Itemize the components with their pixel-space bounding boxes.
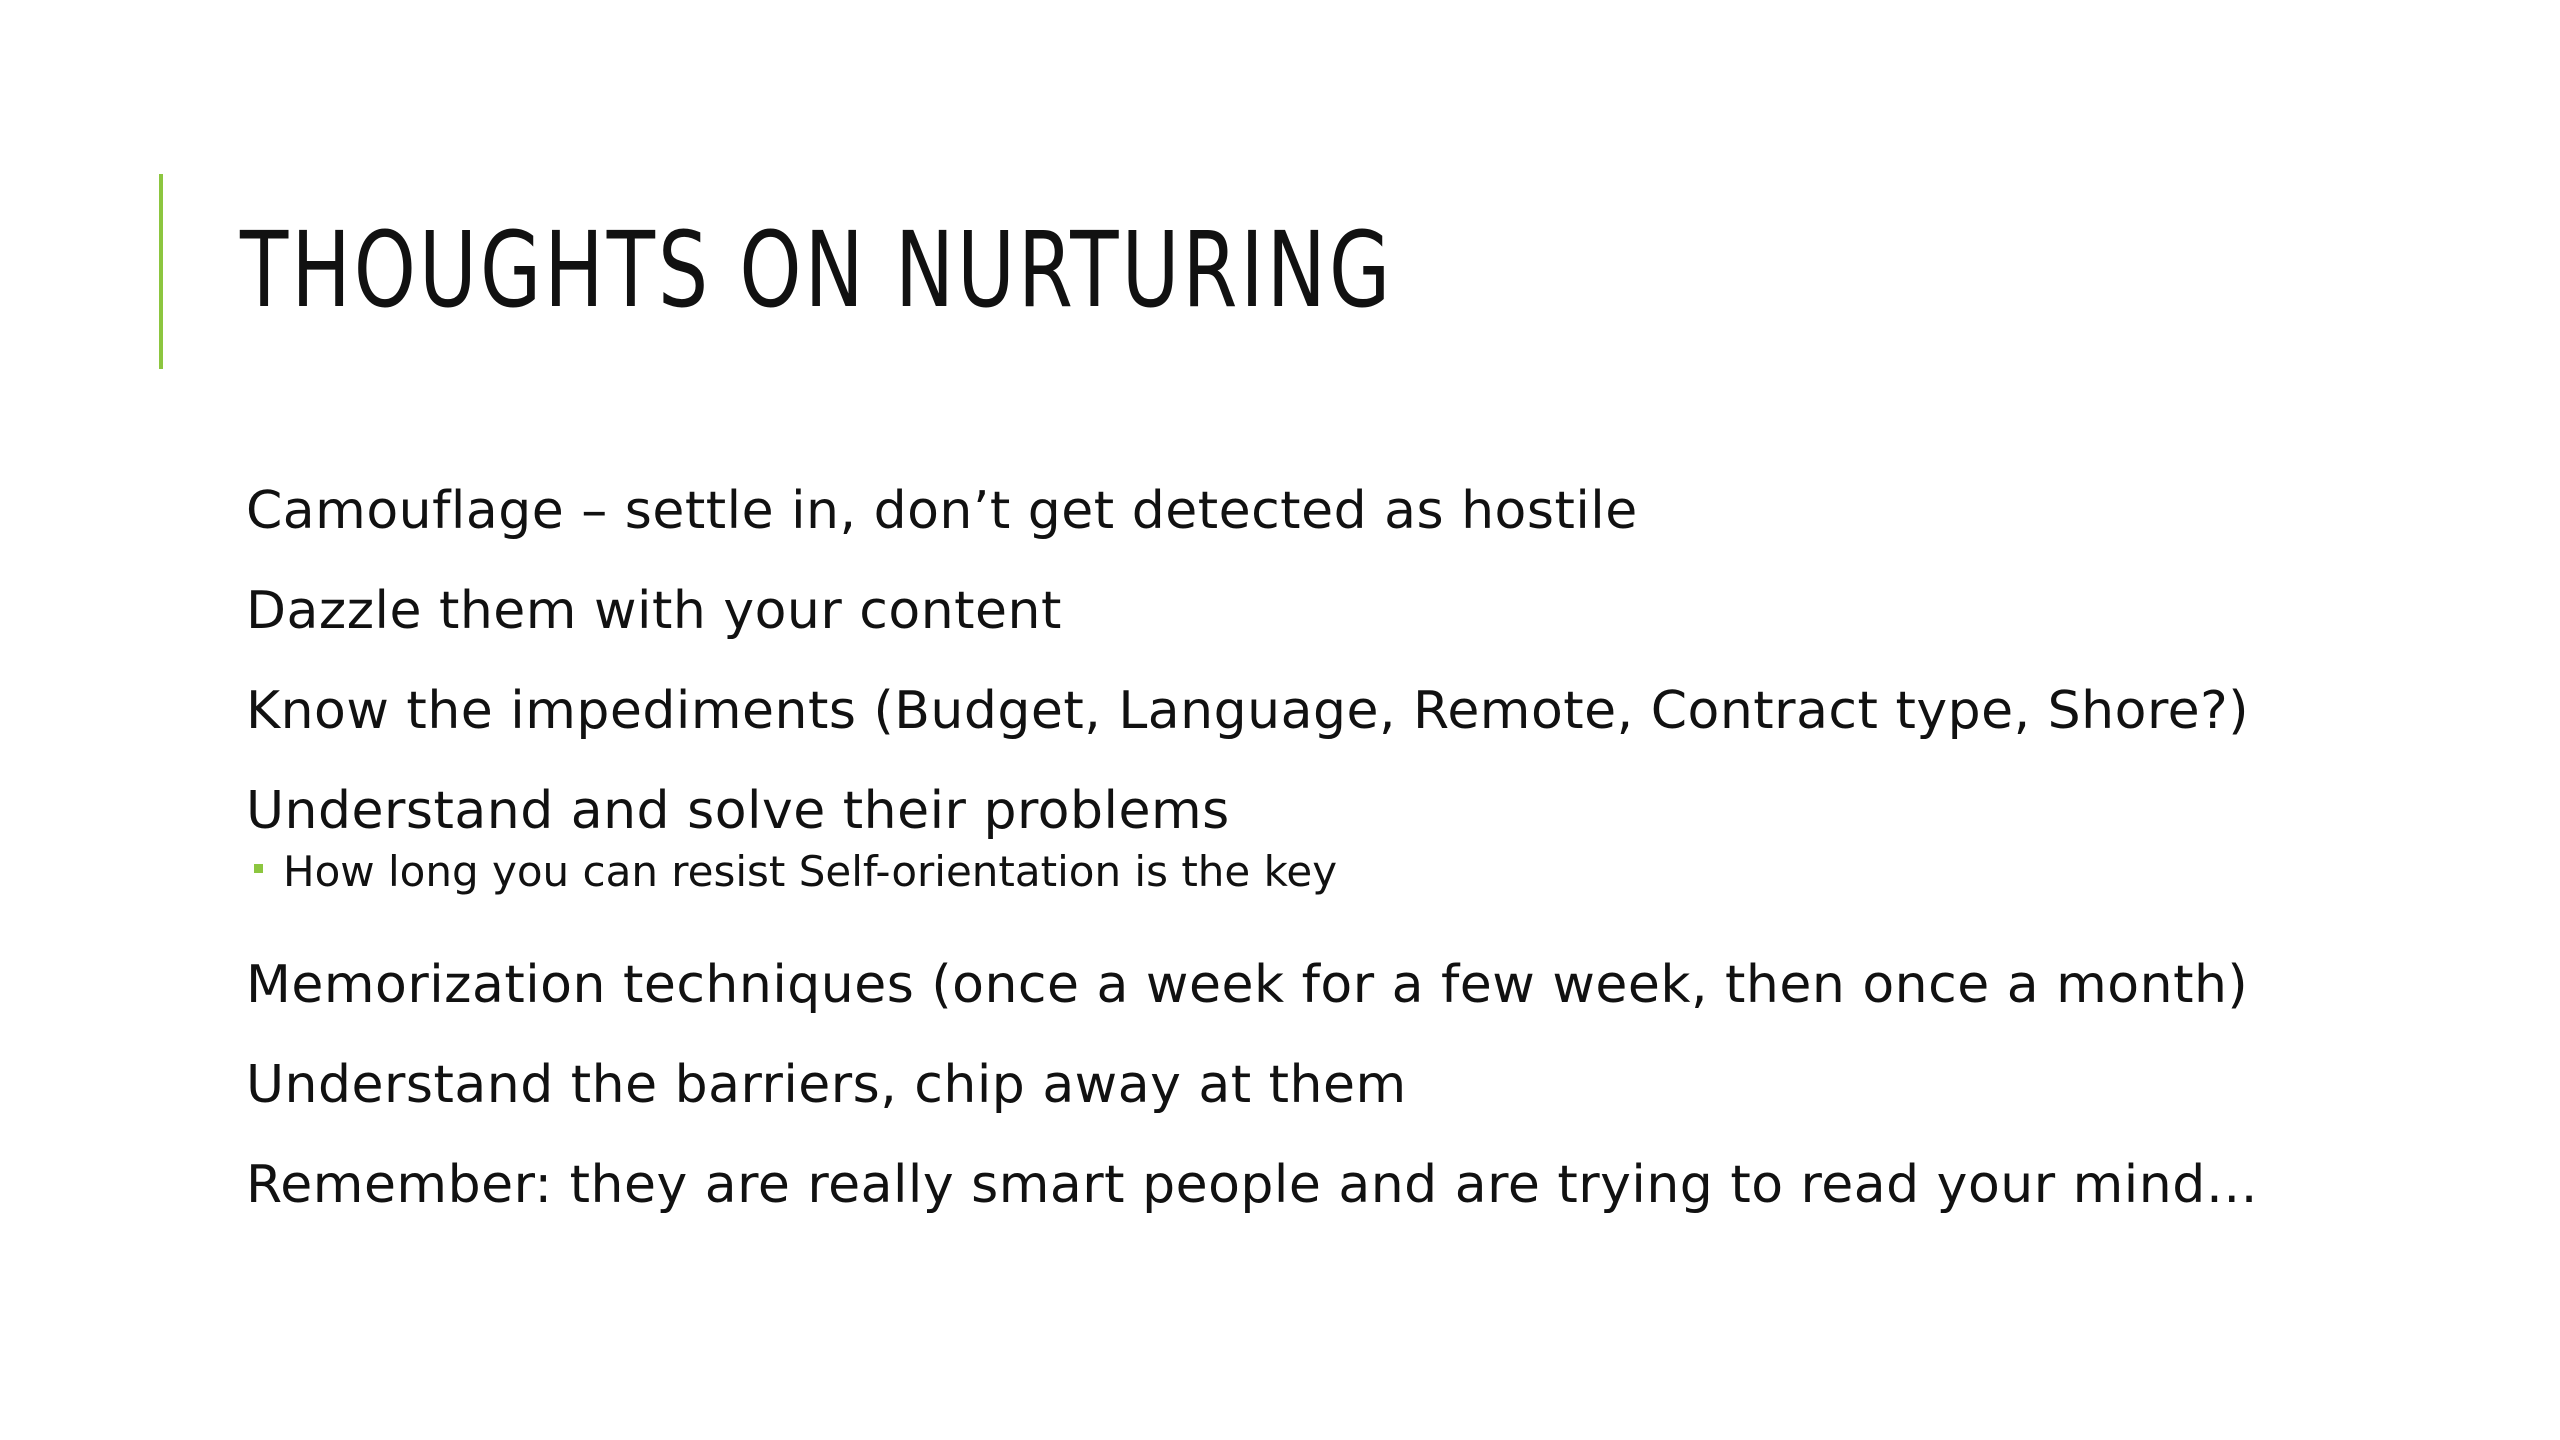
slide-title: THOUGHTS ON NURTURING [240, 209, 1394, 331]
sub-bullet-item [254, 844, 2446, 900]
square-bullet-icon [254, 864, 263, 873]
bullet-item: Know the impediments (Budget, Language, Remote, Contract type, Shore?) [246, 681, 2250, 741]
bullet-item: Memorization techniques (once a week for a few week, then once a month) [246, 955, 2249, 1015]
bullet-item: Understand the barriers, chip away at them [246, 1055, 1407, 1115]
bullet-item: Camouflage – settle in, don’t get detected as hostile [246, 481, 1638, 541]
bullet-item: Remember: they are really smart people and are trying to read your mind… [246, 1155, 2259, 1215]
sub-bullet-list [254, 844, 2446, 900]
sub-bullet-container [246, 844, 2446, 900]
bullet-list [246, 478, 2446, 1252]
sub-bullet-text: How long you can resist Self-orientation is the key [283, 847, 1338, 896]
bullet-item: Dazzle them with your content [246, 581, 1062, 641]
bullet-item: Understand and solve their problems [246, 781, 1230, 841]
title-accent-bar [159, 174, 163, 369]
